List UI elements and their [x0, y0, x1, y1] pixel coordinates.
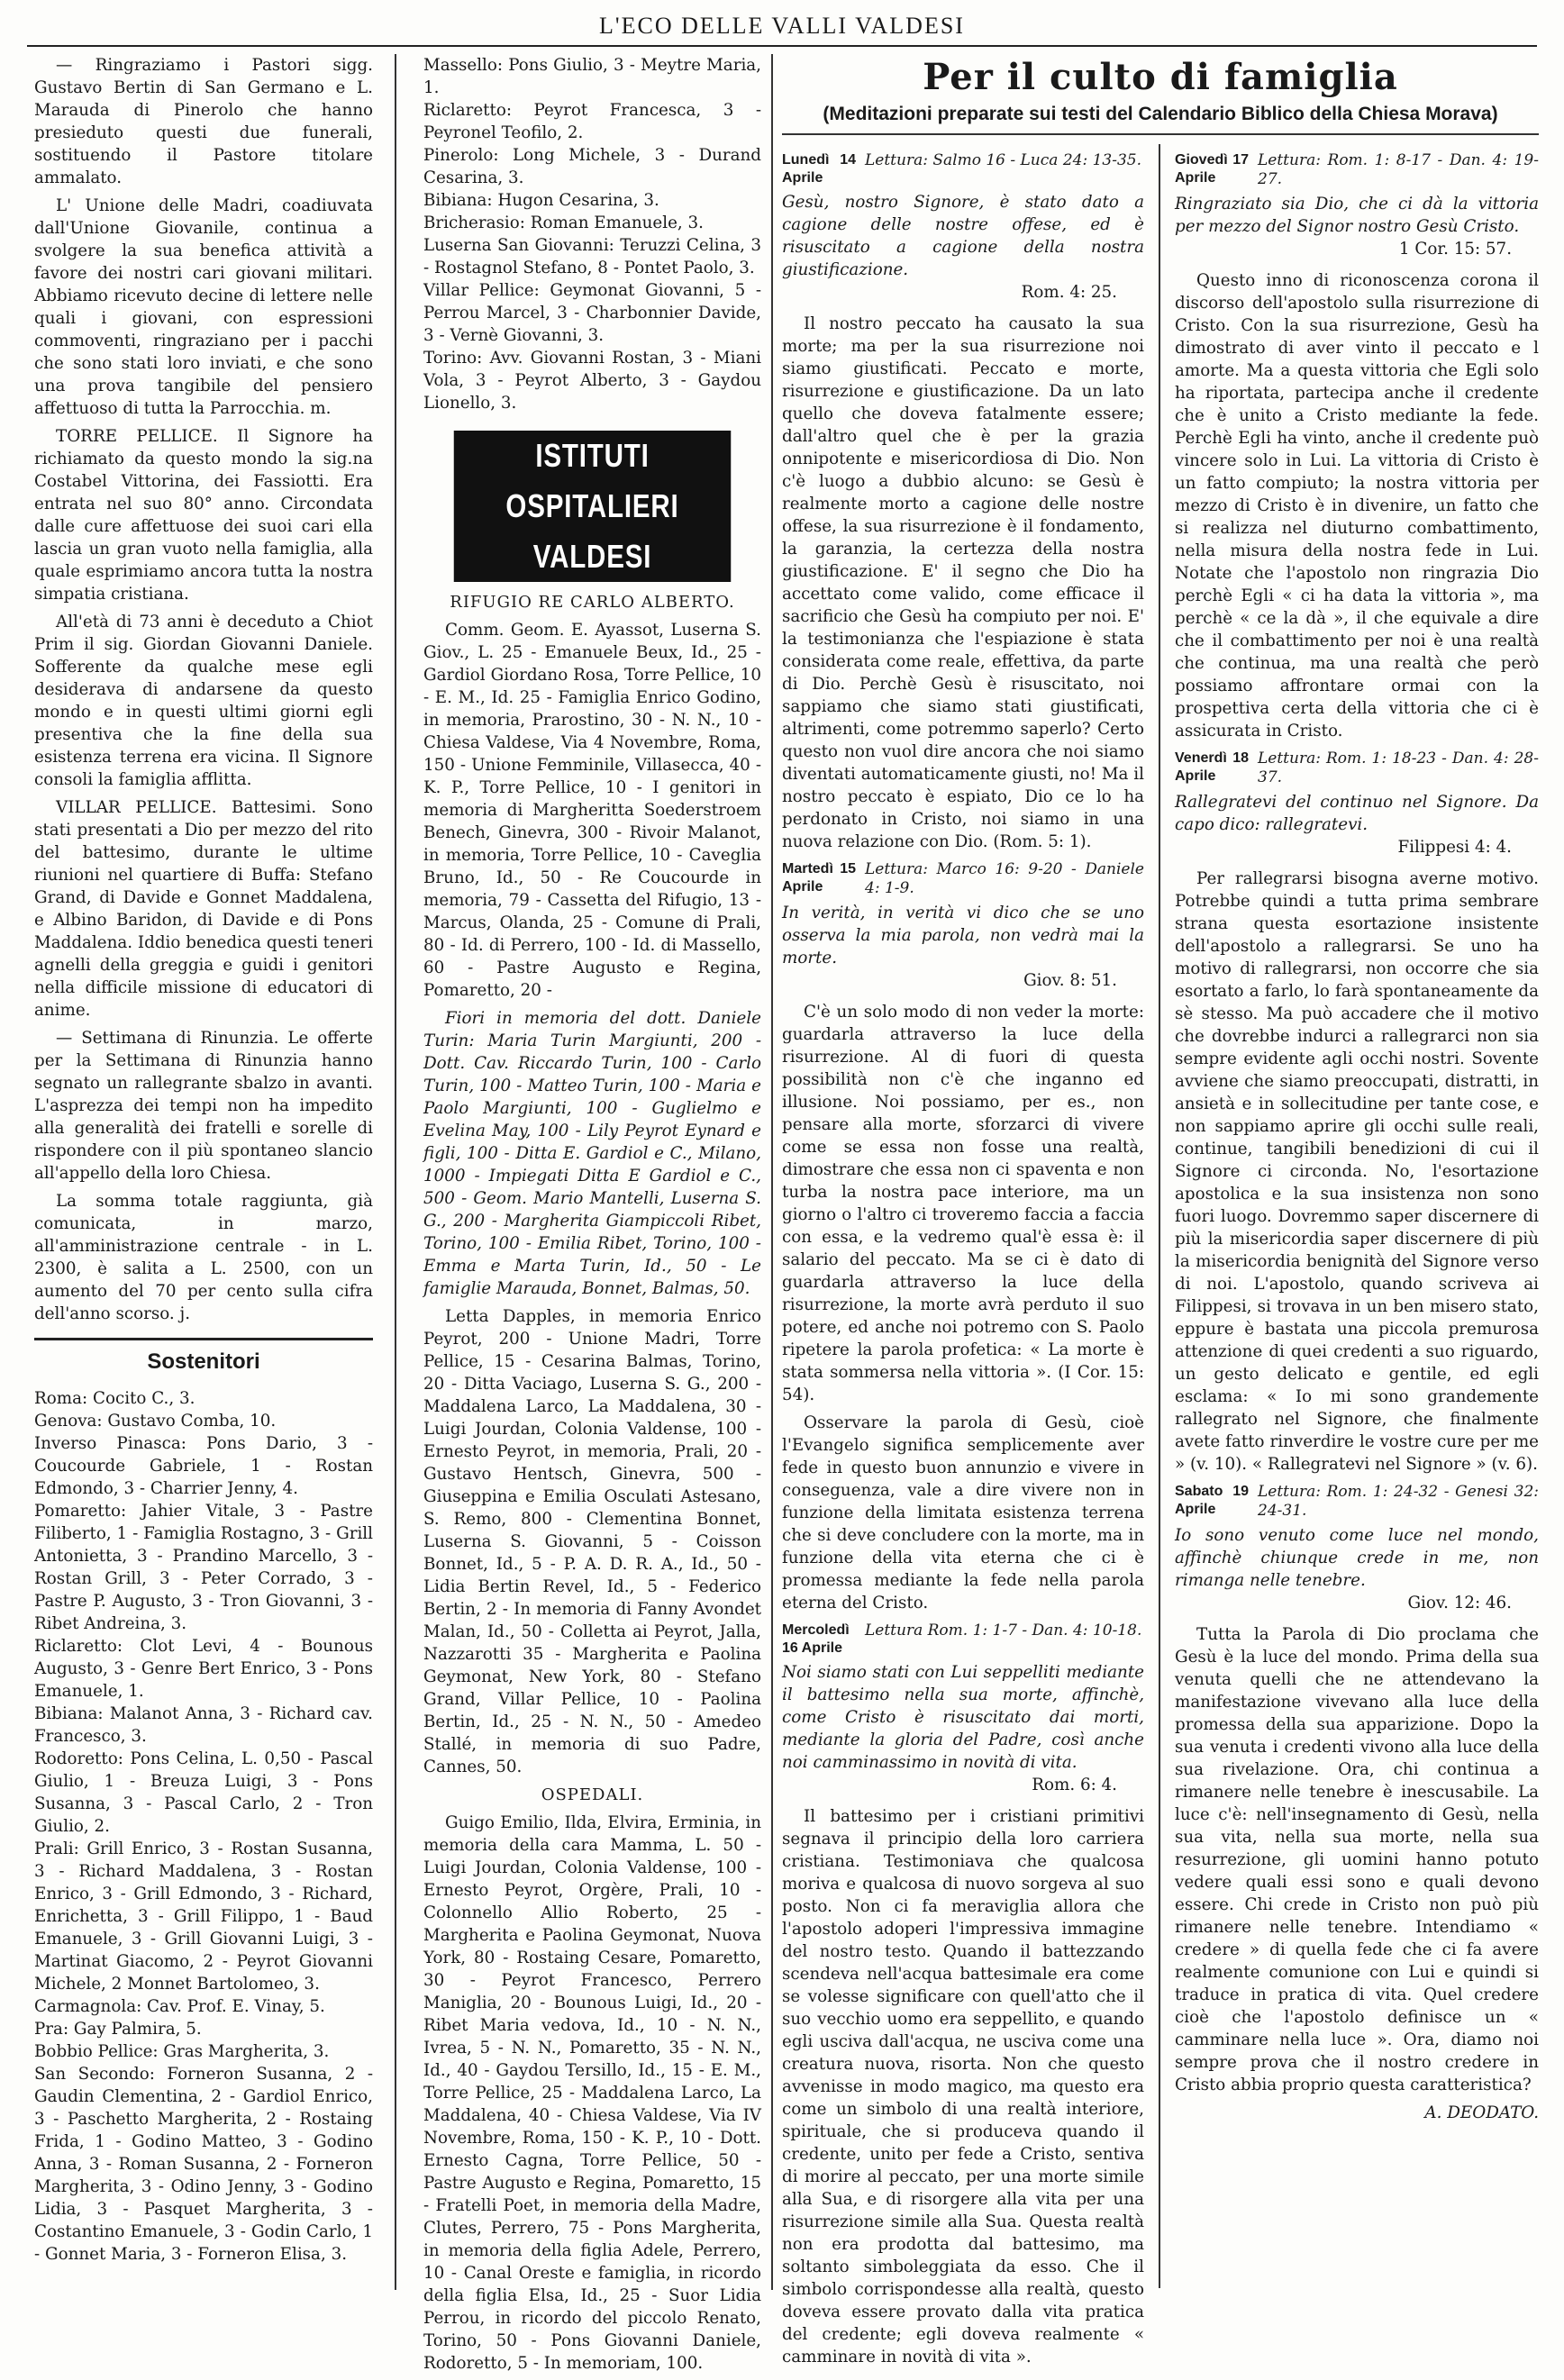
paragraph: Questo inno di riconoscenza corona il discorso dell'apostolo sulla risurrezione di Cristo. Con la sua risurrezione, Gesù ha dimostrato di aver vinto il peccato e l amorte. Ma a questa vittoria che Egli solo ha riportata, partecipa anche il credente che è unito a Cristo mediante la fede. Perchè Egli ha vinto, anche il credente può vincere solo in Lui. La vittoria di Cristo è un fatto compiuto; la nostra vittoria per mezzo di Cristo è in divenire, un fatto che si realizza nel diuturno combattimento, nella misura della nostra fede in Lui. Notate che l'apostolo non ringrazia Dio perchè Egli « ci ha data la vittoria », ma perchè « ce la dà », il che equivale a dire che il combattimento per noi è una realtà che continua, ma una realtà che però possiamo affrontare ormai con la prospettiva certa della vittoria che ci è assicurata in Cristo.: [1175, 271, 1539, 740]
list-item: Roma: Cocito C., 3.: [34, 1389, 196, 1408]
paragraph: Il battesimo per i cristiani primitivi segnava il principio della loro carriera cristiana. Testimoniava che qualcosa moriva e qualcosa di nuovo sorgeva al suo posto. Non ci fa meraviglia allora che l'apostolo adoperi l'impressiva immagine del nostro testo. Quando il battezzando scendeva nell'acqua battesimale era come se volesse significare con quell'atto che il suo vecchio uomo era seppellito, e quando egli usciva dall'acqua, ne usciva come una creatura nuova, risorta. Non che questo avvenisse in modo magico, ma questo era come un simbolo di una realtà interiore, spirituale, che si produceva quando il credente, unito per fede a Cristo, sentiva di morire al peccato, per una morte simile alla Sua, e di risorgere alla vita per una risurrezione simile alla Sua. Questa realtà non era prodotta dal battesimo, ma soltanto simboleggiata da esso. Che il simbolo corrispondesse alla realtà, questo doveva essere provato dalla vita pratica del credente; egli doveva realmente « camminare in novità di vita ».: [782, 1807, 1144, 2366]
list-item: Pomaretto: Jahier Vitale, 3 - Pastre Filiberto, 1 - Famiglia Rostagno, 3 - Grill Antonietta, 3 - Prandino Marcello, 3 - Rostan Grill, 3 - Peter Corrado, 3 - Pastre P. Augusto, 3 - Tron Giovanni, 3 - Ribet Andreina, 3.: [34, 1502, 373, 1633]
day-label: Sabato 19 Aprile: [1175, 1484, 1249, 1517]
list-item: Riclaretto: Peyrot Francesca, 3 - Peyronel Teofilo, 2.: [423, 101, 761, 142]
day-label: Lunedì 14 Aprile: [782, 152, 856, 186]
day-header: [1175, 1483, 1539, 1521]
reading: Lettura Rom. 1: 1-7 - Dan. 4: 10-18.: [865, 1621, 1142, 1640]
reading: Lettura: Marco 16: 9-20 - Daniele 4: 1-9.: [865, 860, 1144, 897]
day-label: Martedì 15 Aprile: [782, 861, 856, 895]
list-item: Genova: Gustavo Comba, 10.: [34, 1412, 277, 1431]
list-item: San Secondo: Forneron Susanna, 2 - Gaudin Clementina, 2 - Gardiol Enrico, 3 - Paschetto Margherita, 2 - Rostaing Frida, 1 - Godino Matteo, 3 - Godino Anna, 3 - Roman Susanna, 2 - Forneron Margherita, 3 - Odino Jenny, 3 - Godino Lidia, 3 - Pasquet Margherita, 3 - Costantino Emanuele, 3 - Godin Carlo, 1 - Gonnet Maria, 3 - Forneron Elisa, 3.: [34, 2065, 373, 2264]
verse: Gesù, nostro Signore, è stato dato a cagione delle nostre offese, ed è risuscitato a cagione della nostra giustificazione. Rom. 4: 25.: [782, 193, 1144, 302]
paragraph: Guigo Emilio, Ilda, Elvira, Erminia, in memoria della cara Mamma, L. 50 - Luigi Jourdan, Colonia Valdense, 100 - Ernesto Peyrot, Orgère, Prali, 10 - Colonnello Allio Roberto, 25 - Margherita e Paolina Geymonat, Nuova York, 80 - Rostaing Cesare, Pomaretto, 30 - Peyrot Francesco, Perrero Maniglia, 20 - Bounous Luigi, Id., 20 - Ribet Maria vedova, Id., 10 - N. N., Ivrea, 5 - N. N., Pomaretto, 35 - N. N., Id., 40 - Gaydou Tersillo, Id., 15 - E. M., Torre Pellice, 25 - Maddalena Larco, La Maddalena, 40 - Chiesa Valdese, Via IV Novembre, Roma, 150 - K. P., 10 - Dott. Ernesto Cagna, Torre Pellice, 50 - Pastre Augusto e Regina, Pomaretto, 15 - Fratelli Poet, in memoria della Madre, Clutes, Perrero, 75 - Pons Margherita, in memoria della figlia Adele, Perrero, 10 - Canal Oreste e famiglia, in ricordo della figlia Elsa, Id., 25 - Suor Lidia Perrou, in ricordo del piccolo Renato, Torino, 50 - Pons Giovanni Daniele, Rodoretto, 5 - In memoriam, 100.: [423, 1813, 761, 2373]
reading: Lettura: Rom. 1: 8-17 - Dan. 4: 19-27.: [1258, 151, 1539, 188]
verse: Ringraziato sia Dio, che ci dà la vittoria per mezzo del Signor nostro Gesù Cristo. 1 Cor. 15: 57.: [1175, 195, 1539, 259]
column-divider: [395, 54, 396, 2290]
paragraph: Tutta la Parola di Dio proclama che Gesù è la luce del mondo. Prima della sua venuta quelli che ne attendevano la manifestazione vivevano alla luce della promessa della sua apparizione. Dopo la sua venuta i credenti vivono alla luce della sua rivelazione. Ora, chi continua a rimanere nelle tenebre è inescusabile. La luce c'è: nell'insegnamento di Gesù, nella sua vita, nella sua morte, nella sua resurrezione, gli uomini hanno potuto vedere quali essi sono e quali devono essere. Chi crede in Cristo non può più rimanere nelle tenebre. Intendiamo « credere » di quella fede che ci fa avere realmente comunione con Lui e quindi si traduce in pratica di vita. Quel credere cioè che l'apostolo definisce un « camminare nella luce ». Ora, diamo noi sempre prova che il nostro credere in Cristo abbia proprio questa caratteristica?: [1175, 1625, 1539, 2094]
day-label: Venerdì 18 Aprile: [1175, 750, 1249, 784]
verse-ref: Rom. 6: 4.: [1032, 1776, 1117, 1794]
reading: Lettura: Rom. 1: 24-32 - Genesi 32: 24-31.: [1258, 1483, 1539, 1520]
paragraph: Il nostro peccato ha causato la sua morte; ma per la sua risurrezione noi siamo giustificati. Peccato e morte, risurrezione e giustificazione. Da un lato quello che doveva fatalmente essere; dall'altro quel che è per la grazia onnipotente e misericordiosa di Dio. Non c'è luogo a dubbio alcuno: se Gesù è realmente morto a cagione delle nostre offese, la sua risurrezione è il fondamento, la garanzia, la certezza della nostra giustificazione. E' il segno che Dio ha accettato come valido, come efficace il sacrificio che Gesù ha compiuto per noi. E' la testimonianza che l'espiazione è stata considerata come reale, effettiva, da parte di Dio. Perchè Gesù è risuscitato, noi sappiamo che siamo stati giustificati, altrimenti, come potremmo saperlo? Certo questo non vuol dire ancora che noi siamo diventati automaticamente giusti, no! Ma il nostro peccato è espiato, Dio ce lo ha perdonato in Cristo, noi siamo in una nuova relazione con Dio. (Rom. 5: 1).: [782, 314, 1144, 851]
list-item: Bibiana: Malanot Anna, 3 - Richard cav. Francesco, 3.: [34, 1704, 373, 1746]
list-item: Pinerolo: Long Michele, 3 - Durand Cesarina, 3.: [423, 146, 761, 187]
verse-ref: Giov. 8: 51.: [1023, 971, 1117, 990]
list-item: Bibiana: Hugon Cesarina, 3.: [423, 191, 659, 210]
column-4: [1175, 144, 1539, 2130]
list-item: Riclaretto: Clot Levi, 4 - Bounous Augusto, 3 - Genre Bert Enrico, 3 - Pons Emanuele, 1.: [34, 1637, 373, 1701]
verse-ref: Filippesi 4: 4.: [1397, 838, 1512, 857]
day-header: [782, 860, 1144, 898]
column-1: [34, 54, 373, 2266]
paragraph: C'è un solo modo di non veder la morte: guardarla attraverso la luce della risurrezione. Al di fuori di questa possibilità non c'è che inganno ed illusione. Noi possiamo, per es., non pensare alla morte, sforzarci di vivere come se essa non fosse una realtà, dimostrare che essa non ci spaventa e non turba la nostra pace interiore, ma un giorno o l'altro ci troveremo faccia a faccia con essa, e la vedremo qual'è essa è: il salario del peccato. Ma se ci è dato di guardarla attraverso la luce della risurrezione, la morte avrà perduto il suo potere, ed anche noi potremo con S. Paolo ripetere la parola profetica: « La morte è stata sommersa nella vittoria ». (I Cor. 15: 54).: [782, 1003, 1144, 1404]
day-label: Giovedì 17 Aprile: [1175, 152, 1249, 186]
list-item: Inverso Pinasca: Pons Dario, 3 - Coucourde Gabriele, 1 - Rostan Edmondo, 3 - Charrier Jenny, 4.: [34, 1434, 373, 1498]
list-item: Massello: Pons Giulio, 3 - Meytre Maria, 1.: [423, 56, 761, 97]
paragraph: Per rallegrarsi bisogna averne motivo. Potrebbe quindi a tutta prima sembrare strana questa esortazione insistente dell'apostolo a rallegrarsi. Se uno ha motivo di rallegrarsi, non occorre che sia esortato a farlo, lo farà spontaneamente da sè stesso. Ma può accadere che il motivo che dovrebbe indurci a rallegrarci non sia sempre evidente agli occhi nostri. Sovente avviene che siamo preoccupati, distratti, in ansietà e in sollecitudine per tante cose, e non sappiamo aprire gli occhi sulle reali, continue, tangibili benedizioni di cui il Signore ci circonda. No, l'esortazione apostolica e la sua insistenza non sono fuori luogo. Dovremmo saper discernere di più la misericordia saper discernere di più la misericordia benignità del Signore verso di noi. L'apostolo, quando scriveva ai Filippesi, si trovava in un ben misero stato, eppure è bastata una piccola premurosa attenzione di quei credenti a suo riguardo, un gesto delicato e gentile, ed egli esclama: « Io mi sono grandemente rallegrato nel Signore, che finalmente avete fatto rinverdire le vostre cure per me » (v. 10). « Rallegratevi nel Signore » (v. 6).: [1175, 869, 1539, 1474]
paragraph: Fiori in memoria del dott. Daniele Turin: Maria Turin Margiunti, 200 - Dott. Cav. Riccardo Turin, 100 - Carlo Turin, 100 - Matteo Turin, 100 - Maria e Paolo Margiunti, 100 - Guglielmo e Evelina May, 100 - Lily Peyrot Eynard e figli, 100 - Ditta E. Gardiol e C., Milano, 1000 - Impiegati Ditta E Gardiol e C., 500 - Geom. Mario Mantelli, Luserna S. G., 200 - Margherita Giampiccoli Ribet, Torino, 100 - Emilia Ribet, Torino, 100 - Emma e Marta Turin, Id., 50 - Le famiglie Marauda, Bonnet, Balmas, 50.: [423, 1009, 761, 1298]
list-item: Luserna San Giovanni: Teruzzi Celina, 3 - Rostagnol Stefano, 8 - Pontet Paolo, 3.: [423, 236, 761, 277]
sostenitori-heading: Sostenitori: [34, 1338, 373, 1378]
verse: Io sono venuto come luce nel mondo, affinchè chiunque crede in me, non rimanga nelle tenebre. Giov. 12: 46.: [1175, 1526, 1539, 1612]
culto-subtitle: (Meditazioni preparate sui testi del Calendario Biblico della Chiesa Morava): [782, 101, 1539, 135]
istituti-heading: ISTITUTI OSPITALIERI VALDESI: [454, 431, 732, 582]
verse-ref: 1 Cor. 15: 57.: [1398, 240, 1512, 259]
sostenitori-list: [34, 1387, 373, 2266]
signature: A. DEODATO.: [1424, 2103, 1539, 2122]
column-divider: [1159, 144, 1160, 2288]
ospedali-heading: OSPEDALI.: [541, 1785, 644, 1804]
list-item: Carmagnola: Cav. Prof. E. Vinay, 5.: [34, 1997, 325, 2016]
day-header: [1175, 151, 1539, 189]
verse-ref: Rom. 4: 25.: [1021, 283, 1117, 302]
day-label: Mercoledì 16 Aprile: [782, 1622, 850, 1656]
paragraph: — Ringraziamo i Pastori sigg. Gustavo Bertin di San Germano e L. Marauda di Pinerolo che hanno presieduto questi due funerali, sostituendo il Pastore titolare ammalato.: [34, 56, 373, 187]
day-header: [1175, 749, 1539, 787]
paragraph: La somma totale raggiunta, già comunicata, in marzo, all'amministrazione centrale - in L. 2300, è salita a L. 2500, con un aumento del 70 per cento sulla cifra dell'anno scorso. j.: [34, 1192, 373, 1323]
paragraph: — Settimana di Rinunzia. Le offerte per la Settimana di Rinunzia hanno segnato un rallegrante sbalzo in avanti. L'asprezza dei tempi non ha impedito alla generalità dei fratelli e sorelle di rispondere con il più spontaneo slancio all'appello della loro Chiesa.: [34, 1029, 373, 1183]
paragraph: Comm. Geom. E. Ayassot, Luserna S. Giov., L. 25 - Emanuele Beux, Id., 25 - Gardiol Giordano Rosa, Torre Pellice, 10 - E. M., Id. 25 - Famiglia Enrico Godino, in memoria, Prarostino, 30 - N. N., 10 - Chiesa Valdese, Via 4 Novembre, Roma, 150 - Unione Femminile, Villasecca, 40 - K. P., Torre Pellice, 10 - I genitori in memoria di Margheritta Soederstroem Benech, Ginevra, 300 - Rivoir Malanot, in memoria, Torre Pellice, 10 - Caveglia Bruno, Id., 50 - Re Coucourde in memoria, 79 - Cassetta del Rifugio, 13 - Marcus, Olanda, 25 - Comune di Prali, 80 - Id. di Perrero, 100 - Id. di Massello, 60 - Pastre Augusto e Regina, Pomaretto, 20 -: [423, 621, 761, 1000]
day-header: [782, 151, 1144, 187]
reading: Lettura: Salmo 16 - Luca 24: 13-35.: [865, 151, 1141, 169]
list-item: Rodoretto: Pons Celina, L. 0,50 - Pascal Giulio, 1 - Breuza Luigi, 3 - Pons Susanna, 3 - Pascal Carlo, 2 - Tron Giulio, 2.: [34, 1749, 373, 1836]
verse: Noi siamo stati con Lui seppelliti mediante il battesimo nella sua morte, affinchè, come Cristo è risuscitato dai morti, mediante la gloria del Padre, così anche noi camminassimo in novità di vita. Rom. 6: 4.: [782, 1663, 1144, 1794]
paragraph: TORRE PELLICE. Il Signore ha richiamato da questo mondo la sig.na Costabel Vittorina, dei Fassiotti. Era entrata nel suo 80° anno. Circondata dalle cure affettuose dei suoi cari ella lascia un gran vuoto nella famiglia, alla quale esprimiamo ancora tutta la nostra simpatia cristiana.: [34, 427, 373, 604]
list-item: Villar Pellice: Geymonat Giovanni, 5 - Perrou Marcel, 3 - Charbonnier Davide, 3 - Vernè Giovanni, 3.: [423, 281, 761, 345]
column-divider: [771, 54, 773, 2290]
verse-ref: Giov. 12: 46.: [1407, 1594, 1512, 1612]
column-3: [782, 144, 1144, 2374]
paragraph: Osservare la parola di Gesù, cioè l'Evangelo significa semplicemente aver fede in questo buon annunzio e vivere in conseguenza, vale a dire vivere non in funzione della limitata esistenza terrena che si deve concludere con la morte, ma in funzione della vita eterna che ci è promessa mediante la fede nella parola eterna del Cristo.: [782, 1413, 1144, 1612]
masthead-title: L'ECO DELLE VALLI VALDESI: [599, 13, 965, 39]
paragraph: All'età di 73 anni è deceduto a Chiot Prim il sig. Giordan Giovanni Daniele. Sofferente da qualche mese egli desiderava di andarsene da questo mondo e in questi ultimi giorni egli presentiva che la fine della sua esistenza terrena era vicina. Il Signore consoli la famiglia afflitta.: [34, 613, 373, 789]
verse: Rallegratevi del continuo nel Signore. Da capo dico: rallegratevi. Filippesi 4: 4.: [1175, 793, 1539, 857]
list-item: Torino: Avv. Giovanni Rostan, 3 - Miani Vola, 3 - Peyrot Alberto, 3 - Gaydou Lionello, 3.: [423, 349, 761, 413]
rifugio-heading: RIFUGIO RE CARLO ALBERTO.: [450, 593, 735, 612]
paragraph: L' Unione delle Madri, coadiuvata dall'Unione Giovanile, continua a svolgere la sua benefica attività a favore dei nostri cari giovani militari. Abbiamo ricevuto decine di lettere nelle quali i giovani, con espressioni commoventi, ringraziano per i pacchi che sono stati loro inviati, e che sono una prova tangibile del pensiero affettuoso di tutta la Parrocchia. m.: [34, 196, 373, 418]
verse: In verità, in verità vi dico che se uno osserva la mia parola, non vedrà mai la morte. Giov. 8: 51.: [782, 904, 1144, 990]
day-header: [782, 1621, 1144, 1658]
list-item: Pra: Gay Palmira, 5.: [34, 2020, 202, 2039]
paragraph: VILLAR PELLICE. Battesimi. Sono stati presentati a Dio per mezzo del rito del battesimo, durante le ultime riunioni nel quartiere di Buffa: Stefano Grand, di Davide e Gonnet Maddalena, e Albino Baridon, di Davide e di Pons Maddalena. Iddio benedica questi teneri agnelli della greggia e guidi i genitori nella difficile missione di educatori di anime.: [34, 798, 373, 1020]
list-item: Prali: Grill Enrico, 3 - Rostan Susanna, 3 - Richard Maddalena, 3 - Rostan Enrico, 3 - Grill Edmondo, 3 - Richard, Enrichetta, 3 - Grill Filippo, 1 - Baud Emanuele, 3 - Grill Giovanni Luigi, 3 - Martinat Giacomo, 2 - Peyrot Giovanni Michele, 2 Monnet Bartolomeo, 3.: [34, 1840, 373, 1994]
culto-section: [782, 54, 1539, 2366]
list-item: Bricherasio: Roman Emanuele, 3.: [423, 213, 704, 232]
column-2: [423, 54, 761, 2380]
culto-title: Per il culto di famiglia: [923, 56, 1398, 98]
list-item: Bobbio Pellice: Gras Margherita, 3.: [34, 2042, 330, 2061]
reading: Lettura: Rom. 1: 18-23 - Dan. 4: 28-37.: [1258, 749, 1539, 786]
masthead: [27, 7, 1537, 47]
paragraph: Letta Dapples, in memoria Enrico Peyrot, 200 - Unione Madri, Torre Pellice, 15 - Cesarina Balmas, Torino, 20 - Ditta Vaciago, Luserna S. G., 200 - Maddalena Larco, La Maddalena, 30 - Luigi Jourdan, Colonia Valdense, 100 - Ernesto Peyrot, in memoria, Prali, 20 - Gustavo Hentsch, Ginevra, 500 - Giuseppina e Emilia Osculati Astesano, S. Remo, 800 - Clementina Bonnet, Luserna S. Giovanni, 5 - Coisson Bonnet, Id., 5 - P. A. D. R. A., Id., 50 - Lidia Bertin Revel, Id., 5 - Federico Bertin, 2 - In memoria di Fanny Avondet Malan, Id., 50 - Colletta ai Peyrot, Jalla, Nazzarotti 35 - Margherita e Paolina Geymonat, New York, 80 - Stefano Grand, Villar Pellice, 10 - Paolina Bertin, Id., 25 - N. N., 50 - Amedeo Stallé, in memoria di suo Padre, Cannes, 50.: [423, 1307, 761, 1776]
